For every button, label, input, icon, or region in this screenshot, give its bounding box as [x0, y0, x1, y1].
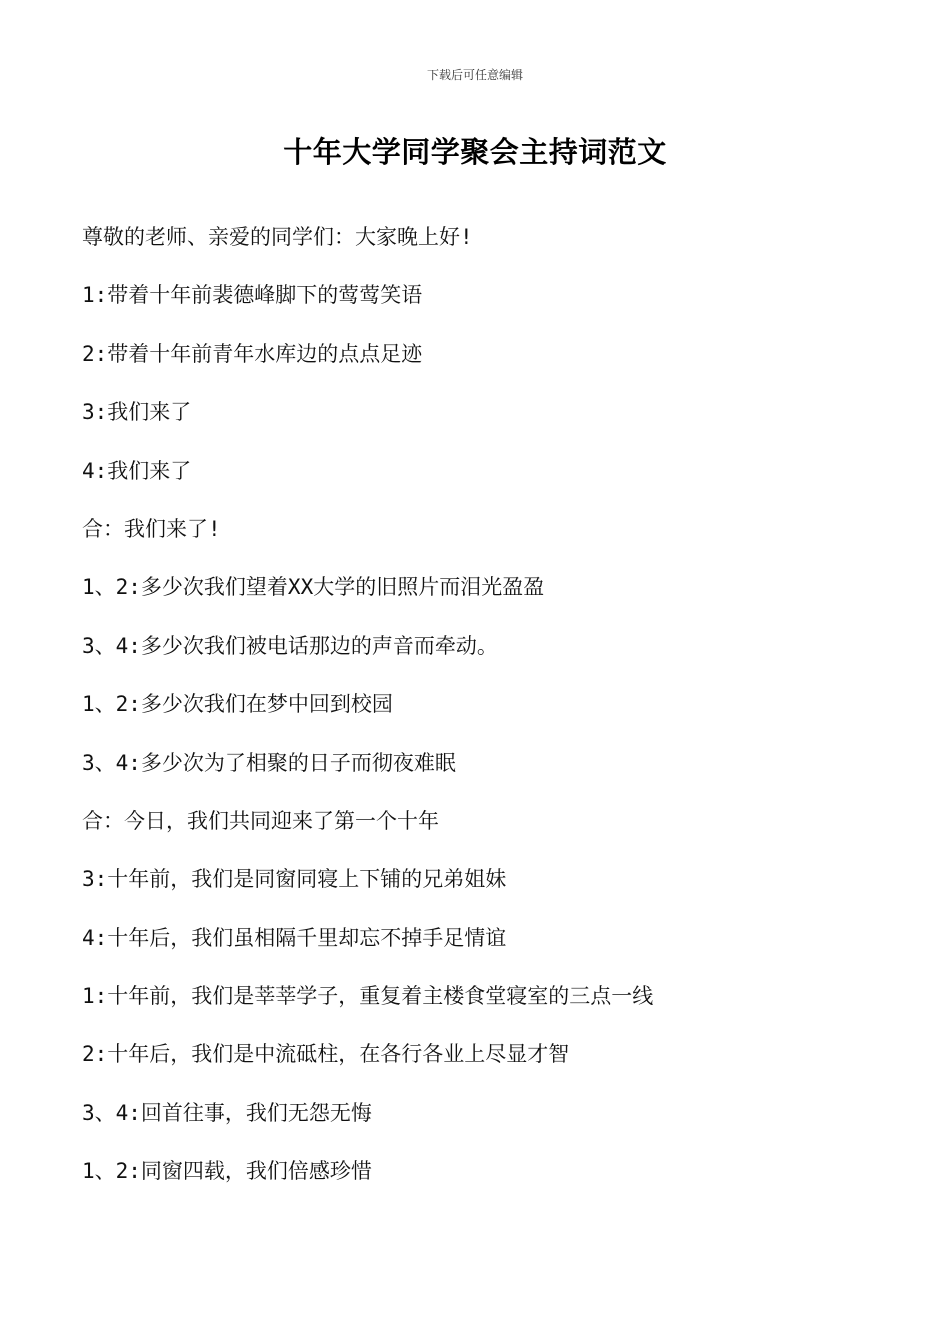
script-line: 3:我们来了 [82, 400, 192, 425]
script-line: 1、2:多少次我们在梦中回到校园 [82, 692, 393, 717]
script-line: 3、4:多少次为了相聚的日子而彻夜难眠 [82, 750, 456, 775]
script-line: 3、4:回首往事，我们无怨无悔 [82, 1100, 372, 1125]
script-line: 2:带着十年前青年水库边的点点足迹 [82, 341, 423, 366]
script-line: 1、2:同窗四载，我们倍感珍惜 [82, 1159, 372, 1184]
script-line: 尊敬的老师、亲爱的同学们：大家晚上好! [82, 225, 473, 249]
script-line: 4:十年后，我们虽相隔千里却忘不掉手足情谊 [82, 925, 507, 950]
script-line: 1:带着十年前裴德峰脚下的莺莺笑语 [82, 283, 423, 308]
script-line: 1:十年前，我们是莘莘学子，重复着主楼食堂寝室的三点一线 [82, 984, 654, 1009]
script-line: 1、2:多少次我们望着XX大学的旧照片而泪光盈盈 [82, 575, 545, 600]
script-lines [82, 222, 902, 1215]
header-note: 下载后可任意编辑 [426, 68, 523, 82]
script-line: 4:我们来了 [82, 458, 192, 483]
script-line: 合：今日，我们共同迎来了第一个十年 [82, 808, 439, 833]
script-line: 2:十年后，我们是中流砥柱，在各行各业上尽显才智 [82, 1042, 570, 1067]
document-title: 十年大学同学聚会主持词范文 [283, 135, 667, 169]
script-line: 合：我们来了! [82, 516, 221, 541]
script-line: 3、4:多少次我们被电话那边的声音而牵动。 [82, 633, 498, 658]
script-line: 3:十年前，我们是同窗同寝上下铺的兄弟姐妹 [82, 867, 507, 892]
